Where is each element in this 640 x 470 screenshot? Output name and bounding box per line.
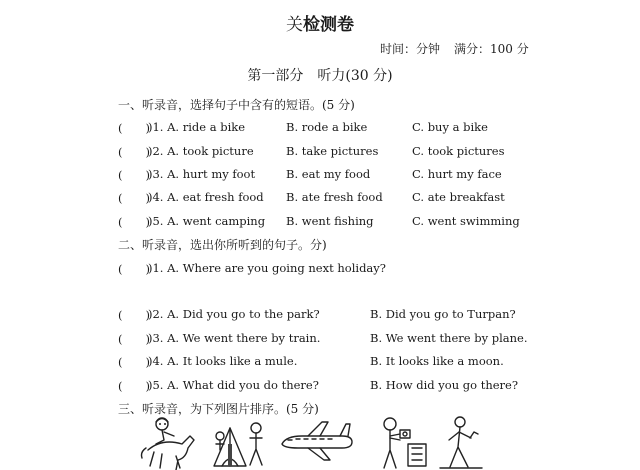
- option-a: )5. A. What did you do there?: [148, 378, 319, 392]
- time-label: 时间：分钟: [380, 42, 441, 56]
- option-b: B. take pictures: [286, 144, 379, 158]
- child-riding-horse-picture: [140, 414, 200, 470]
- answer-bracket[interactable]: ( ): [118, 262, 150, 276]
- option-a: )2. A. took picture: [148, 144, 254, 158]
- part1-title: 第一部分 听力(30 分): [247, 68, 393, 84]
- title-prefix: 关: [286, 15, 303, 35]
- answer-bracket[interactable]: ( ): [118, 145, 150, 159]
- option-b: B. eat my food: [286, 167, 371, 181]
- option-b: B. rode a bike: [286, 120, 368, 134]
- option-c: C. hurt my face: [412, 167, 502, 181]
- person-walking-picture: [436, 414, 486, 470]
- option-a: )4. A. eat fresh food: [148, 190, 264, 204]
- option-b: B. How did you go there?: [370, 378, 518, 392]
- answer-bracket[interactable]: ( ): [118, 168, 150, 182]
- family-camping-picture: [208, 414, 268, 470]
- page-title: [0, 10, 640, 35]
- answer-bracket[interactable]: ( ): [118, 308, 150, 322]
- option-c: C. took pictures: [412, 144, 505, 158]
- option-a: )3. A. We went there by train.: [148, 331, 321, 345]
- option-b: B. We went there by plane.: [370, 331, 528, 345]
- option-a: )4. A. It looks like a mule.: [148, 354, 298, 368]
- option-c: C. ate breakfast: [412, 190, 505, 204]
- option-a: )5. A. went camping: [148, 214, 266, 228]
- score-label: 满分：100 分: [454, 42, 529, 56]
- answer-bracket[interactable]: ( ): [118, 191, 150, 205]
- person-with-camera-picture: [372, 414, 428, 470]
- option-a: )3. A. hurt my foot: [148, 167, 256, 181]
- answer-bracket[interactable]: ( ): [118, 121, 150, 135]
- answer-bracket[interactable]: ( ): [118, 215, 150, 229]
- section3-heading: 三、听录音，为下列图片排序。(5 分): [118, 402, 319, 416]
- section2-heading: 二、听录音，选出你所听到的句子。分): [118, 238, 327, 252]
- section1-heading: 一、听录音，选择句子中含有的短语。(5 分): [118, 98, 355, 112]
- option-b: B. Did you go to Turpan?: [370, 307, 516, 321]
- answer-bracket[interactable]: ( ): [118, 379, 150, 393]
- answer-bracket[interactable]: ( ): [118, 332, 150, 346]
- option-b: B. ate fresh food: [286, 190, 383, 204]
- option-b: B. It looks like a moon.: [370, 354, 504, 368]
- option-c: C. buy a bike: [412, 120, 488, 134]
- option-c: C. went swimming: [412, 214, 520, 228]
- answer-bracket[interactable]: ( ): [118, 355, 150, 369]
- option-a: )1. A. Where are you going next holiday?: [148, 261, 386, 275]
- option-b: B. went fishing: [286, 214, 374, 228]
- exam-meta: [380, 40, 543, 57]
- option-a: )1. A. ride a bike: [148, 120, 246, 134]
- airplane-picture: [278, 418, 354, 462]
- option-a: )2. A. Did you go to the park?: [148, 307, 320, 321]
- title-main: 检测卷: [303, 15, 354, 35]
